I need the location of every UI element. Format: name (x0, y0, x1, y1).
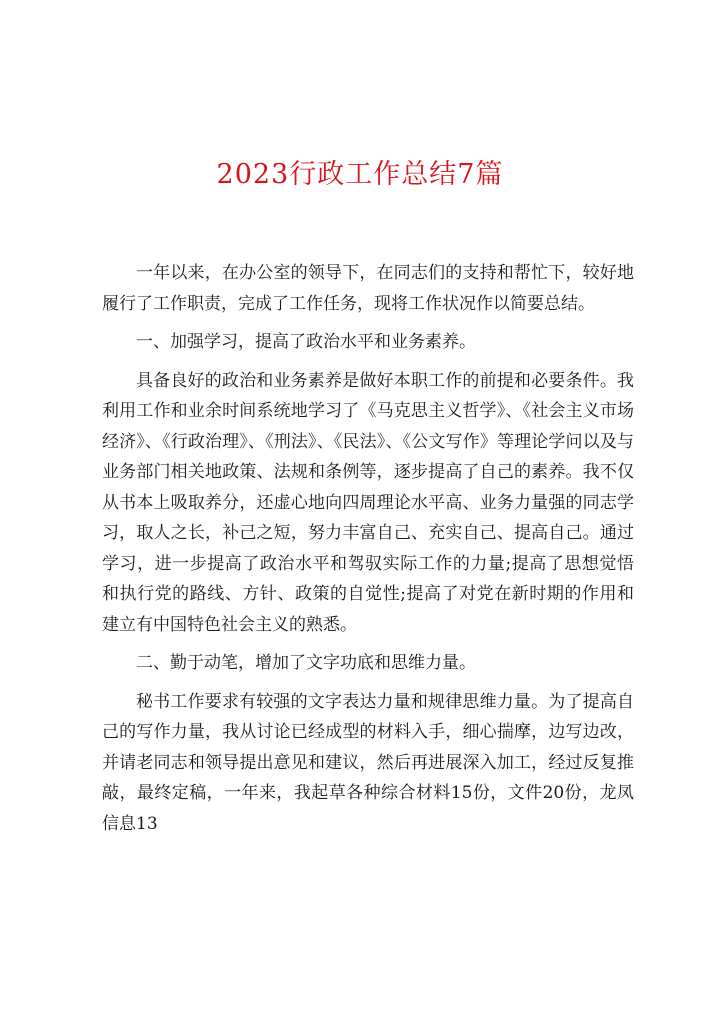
paragraph-section-2: 秘书工作要求有较强的文字表达力量和规律思维力量。为了提高自己的写作力量，我从讨论已经成型的材料入手，细心揣摩，边写边改，并请老同志和领导提出意见和建议，然后再进展深入加工，经过反复推敲，最终定稿，一年来，我起草各种综合材料15份，文件20份，龙凤信息13 (102, 691, 634, 834)
document-body (102, 258, 634, 839)
section-heading-2: 二、勤于动笔，增加了文字功底和思维力量。 (136, 653, 476, 673)
document-title: 2023行政工作总结7篇 (216, 159, 504, 190)
paragraph-intro: 一年以来，在办公室的领导下，在同志们的支持和帮忙下，较好地履行了工作职责，完成了工作任务，现将工作状况作以简要总结。 (102, 263, 634, 314)
section-heading-1: 一、加强学习，提高了政治水平和业务素养。 (136, 332, 476, 352)
paragraph-section-1: 具备良好的政治和业务素养是做好本职工作的前提和必要条件。我利用工作和业余时间系统地学习了《马克思主义哲学》、《社会主义市场经济》、《行政治理》、《刑法》、《民法》、《公文写作》等理论学问以及与业务部门相关地政策、法规和条例等，逐步提高了自己的素养。我不仅从书本上吸取养分，还虚心地向四周理论水平高、业务力量强的同志学习，取人之长，补己之短，努力丰富自己、充实自己、提高自己。通过学习，进一步提高了政治水平和驾驭实际工作的力量;提高了思想觉悟和执行党的路线、方针、政策的自觉性;提高了对党在新时期的作用和建立有中国特色社会主义的熟悉。 (102, 370, 634, 635)
